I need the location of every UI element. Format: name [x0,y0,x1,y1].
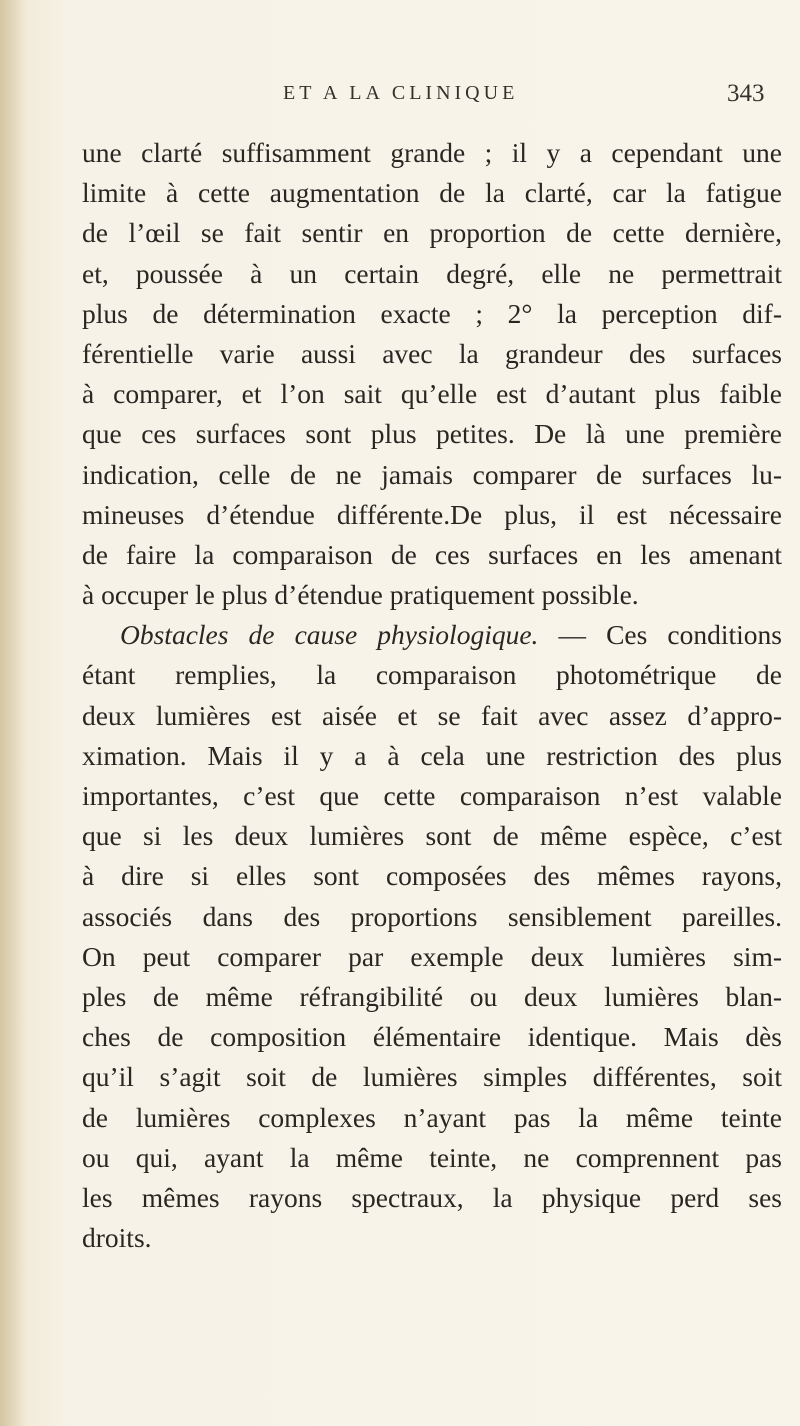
text-line: une clarté suffisamment grande ; il y a cependant une [82,137,782,168]
text-line: à comparer, et l’on sait qu’elle est d’autant plus faible [82,378,782,410]
text-line: associés dans des proportions sensiblement pareilles. [82,900,782,932]
body-text [82,133,782,1258]
text-line: droits. [82,1222,152,1254]
text-line: deux lumières est aisée et se fait avec assez d’appro- [82,699,782,731]
text-line: à dire si elles sont composées des mêmes rayons, [82,860,782,892]
text-line: ou qui, ayant la même teinte, ne comprennent pas [82,1141,782,1173]
text-line: que si les deux lumières sont de même espèce, c’est [82,820,782,852]
text-line: indication, celle de ne jamais comparer de surfaces lu- [82,458,782,490]
text-line: à occuper le plus d’étendue pratiquement possible. [82,579,639,611]
text-line: mineuses d’étendue différente.De plus, il est nécessaire [82,498,782,530]
text-line: les mêmes rayons spectraux, la physique perd ses [82,1181,782,1213]
text-line: On peut comparer par exemple deux lumières sim- [82,940,782,972]
text-line: ples de même réfrangibilité ou deux lumières blan- [82,980,782,1012]
running-title: ET A LA CLINIQUE [283,82,519,104]
page-gutter-shadow [0,0,26,1426]
section-heading: Obstacles de cause physiologique. [120,619,539,651]
section-heading-line [82,615,782,655]
text-line: de l’œil se fait sentir en proportion de cette dernière, [82,217,782,249]
page-number: 343 [727,80,765,107]
text-line: ximation. Mais il y a à cela une restriction des plus [82,739,782,771]
text-line: importantes, c’est que cette comparaison n’est valable [82,780,782,811]
text-line: et, poussée à un certain degré, elle ne permettrait [82,257,782,289]
text-line: qu’il s’agit soit de lumières simples différentes, soit [82,1061,782,1093]
text-line: que ces surfaces sont plus petites. De là une première [82,418,782,450]
text-line: ches de composition élémentaire identique. Mais dès [82,1021,782,1053]
running-head [0,78,800,112]
text-line: férentielle varie aussi avec la grandeur des surfaces [82,337,782,369]
section-heading-continuation: — Ces conditions [538,619,782,651]
text-line: de faire la comparaison de ces surfaces en les amenant [82,538,782,570]
text-line: de lumières complexes n’ayant pas la même teinte [82,1101,782,1133]
text-line: plus de détermination exacte ; 2° la perception dif- [82,297,782,329]
text-line: étant remplies, la comparaison photométrique de [82,659,782,691]
text-line: limite à cette augmentation de la clarté, car la fatigue [82,177,782,209]
